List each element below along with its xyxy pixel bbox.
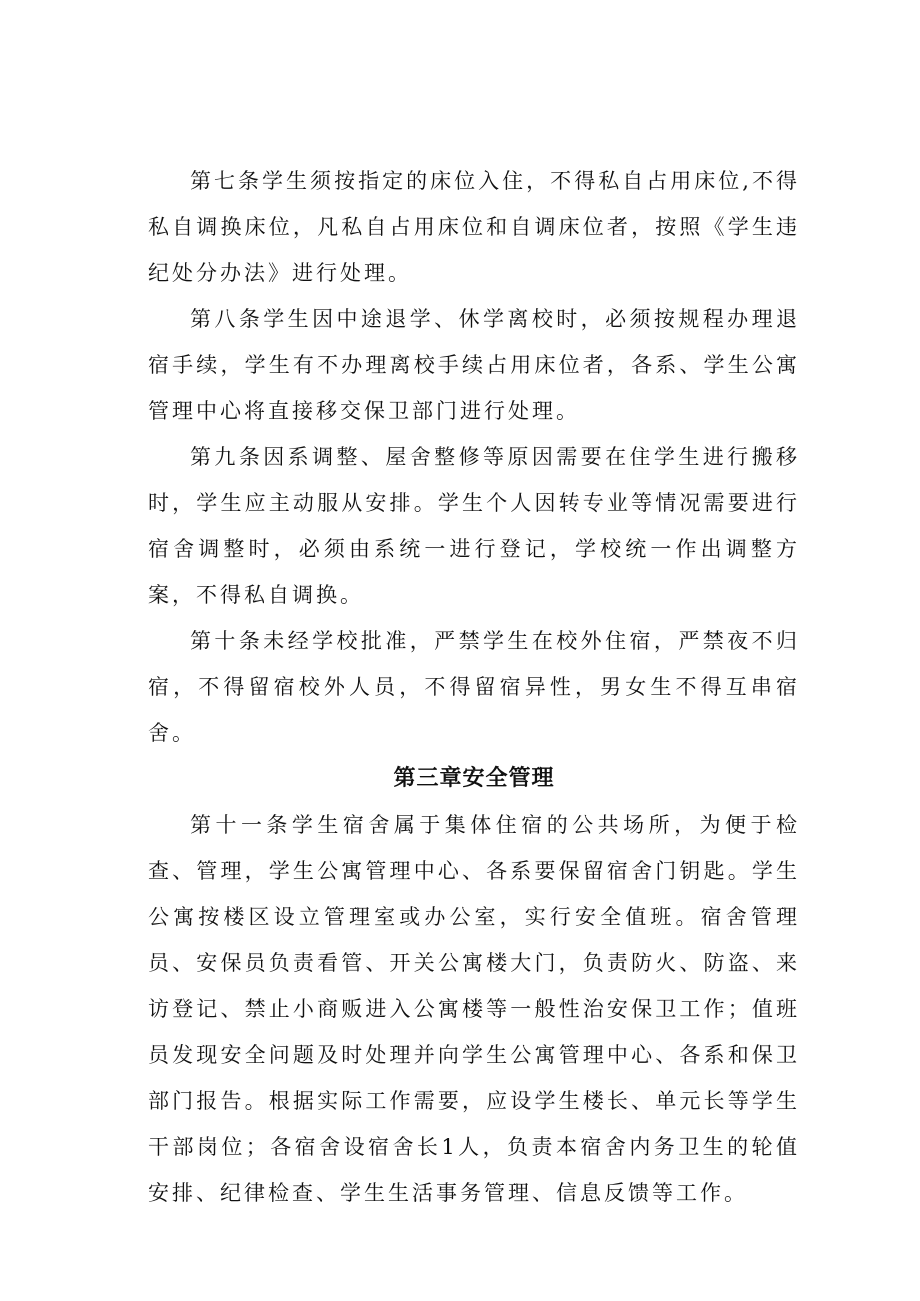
- document-body: [148, 158, 800, 1216]
- article-9-paragraph: 第九条因系调整、屋舍整修等原因需要在住学生进行搬移时，学生应主动服从安排。学生个人因转专业等情况需要进行宿舍调整时，必须由系统一进行登记，学校统一作出调整方案，不得私自调换。: [148, 445, 800, 607]
- article-7-paragraph: 第七条学生须按指定的床位入住，不得私自占用床位,不得私自调换床位，凡私自占用床位和自调床位者，按照《学生违纪处分办法》进行处理。: [148, 169, 800, 285]
- article-11-paragraph: 第十一条学生宿舍属于集体住宿的公共场所，为便于检查、管理，学生公寓管理中心、各系要保留宿舍门钥匙。学生公寓按楼区设立管理室或办公室，实行安全值班。宿舍管理员、安保员负责看管、开关公寓楼大门，负责防火、防盗、来访登记、禁止小商贩进入公寓楼等一般性治安保卫工作；值班员发现安全问题及时处理并向学生公寓管理中心、各系和保卫部门报告。根据实际工作需要，应设学生楼长、单元长等学生干部岗位；各宿舍设宿舍长1人，负责本宿舍内务卫生的轮值安排、纪律检查、学生生活事务管理、信息反馈等工作。: [148, 813, 800, 1205]
- chapter-heading: 第三章安全管理: [393, 766, 555, 791]
- article-10-paragraph: 第十条未经学校批准，严禁学生在校外住宿，严禁夜不归宿，不得留宿校外人员，不得留宿异性，男女生不得互串宿舍。: [148, 629, 800, 745]
- article-8-paragraph: 第八条学生因中途退学、休学离校时，必须按规程办理退宿手续，学生有不办理离校手续占用床位者，各系、学生公寓管理中心将直接移交保卫部门进行处理。: [148, 307, 800, 423]
